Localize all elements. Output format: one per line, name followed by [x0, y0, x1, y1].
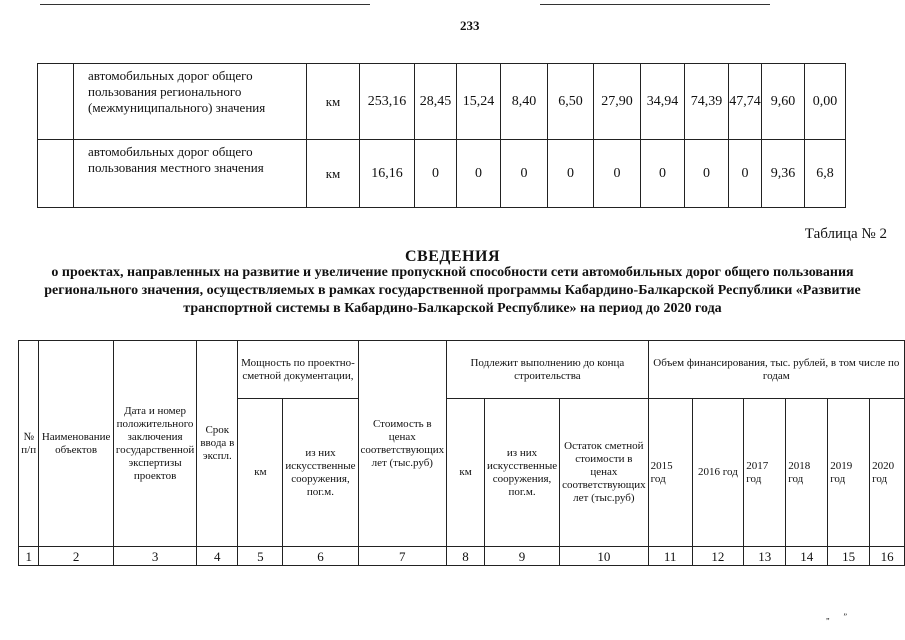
header-cost: Стоимость в ценах соответствующих лет (тыс.руб) — [358, 341, 447, 547]
value-cell: 6,50 — [548, 64, 594, 140]
header-year-2018: 2018 год — [786, 399, 828, 547]
scan-marks: „ ” — [826, 612, 854, 621]
road-length-table — [37, 63, 846, 208]
value-cell: 34,94 — [641, 64, 685, 140]
value-cell: 9,36 — [762, 140, 805, 208]
column-number: 3 — [113, 547, 196, 566]
value-cell: 16,16 — [360, 140, 415, 208]
value-cell: 0 — [415, 140, 457, 208]
header-completion: Подлежит выполнению до конца строительства — [447, 341, 649, 399]
header-capacity: Мощность по проектно-сметной документации, — [238, 341, 358, 399]
value-cell: 6,8 — [805, 140, 846, 208]
header-remaining: Остаток сметной стоимости в ценах соответствующих лет (тыс.руб) — [560, 399, 649, 547]
empty-cell — [38, 140, 74, 208]
projects-table — [18, 340, 905, 566]
header-num: № п/п — [19, 341, 39, 547]
column-number: 10 — [560, 547, 649, 566]
column-number: 5 — [238, 547, 283, 566]
column-number: 1 — [19, 547, 39, 566]
value-cell: 0 — [501, 140, 548, 208]
value-cell: 0 — [729, 140, 762, 208]
document-subtitle: о проектах, направленных на развитие и увеличение пропускной способности сети автомобильных дорог общего пользования регионального значения, осуществляемых в рамках государственной программы Кабардино-Балкарской Республики «Развитие транспортной системы в Кабардино-Балкарской Республике» на период до 2020 года — [44, 265, 861, 316]
page-number: 233 — [460, 18, 480, 33]
value-cell: 28,45 — [415, 64, 457, 140]
column-number: 2 — [39, 547, 113, 566]
header-term: Срок ввода в экспл. — [197, 341, 238, 547]
header-year-2019: 2019 год — [828, 399, 870, 547]
row-unit: км — [307, 140, 360, 208]
document-title: СВЕДЕНИЯ — [404, 248, 501, 265]
column-number: 11 — [648, 547, 692, 566]
value-cell: 0 — [594, 140, 641, 208]
value-cell: 0 — [548, 140, 594, 208]
column-number: 15 — [828, 547, 870, 566]
top-rule-right — [540, 4, 770, 5]
value-cell: 15,24 — [457, 64, 501, 140]
table-row — [38, 64, 846, 140]
table-row — [38, 140, 846, 208]
header-row — [19, 341, 905, 399]
value-cell: 0 — [457, 140, 501, 208]
column-number: 7 — [358, 547, 447, 566]
value-cell: 0 — [685, 140, 729, 208]
table-caption: Таблица № 2 — [804, 226, 887, 242]
column-number: 16 — [870, 547, 905, 566]
column-number: 9 — [485, 547, 560, 566]
empty-cell — [38, 64, 74, 140]
value-cell: 27,90 — [594, 64, 641, 140]
row-name: автомобильных дорог общего пользования местного значения — [74, 140, 307, 208]
value-cell: 8,40 — [501, 64, 548, 140]
column-number: 8 — [447, 547, 485, 566]
top-rule-left — [40, 4, 370, 5]
value-cell: 9,60 — [762, 64, 805, 140]
column-number: 13 — [744, 547, 786, 566]
column-number: 14 — [786, 547, 828, 566]
header-financing: Объем финансирования, тыс. рублей, в том числе по годам — [648, 341, 904, 399]
value-cell: 0,00 — [805, 64, 846, 140]
value-cell: 253,16 — [360, 64, 415, 140]
column-number: 6 — [283, 547, 358, 566]
header-comp-km: км — [447, 399, 485, 547]
column-number: 12 — [692, 547, 744, 566]
header-year-2016: 2016 год — [692, 399, 744, 547]
column-number: 4 — [197, 547, 238, 566]
header-expertise: Дата и номер положительного заключения государственной экспертизы проектов — [113, 341, 196, 547]
header-year-2020: 2020 год — [870, 399, 905, 547]
row-unit: км — [307, 64, 360, 140]
header-cap-km: км — [238, 399, 283, 547]
header-name: Наименование объектов — [39, 341, 113, 547]
header-year-2017: 2017 год — [744, 399, 786, 547]
value-cell: 47,74 — [729, 64, 762, 140]
row-name: автомобильных дорог общего пользования регионального (межмуниципального) значения — [74, 64, 307, 140]
header-cap-art: из них искусственные сооружения, пог.м. — [283, 399, 358, 547]
column-number-row — [19, 547, 905, 566]
header-year-2015: 2015 год — [648, 399, 692, 547]
header-comp-art: из них искусственные сооружения, пог.м. — [485, 399, 560, 547]
value-cell: 74,39 — [685, 64, 729, 140]
value-cell: 0 — [641, 140, 685, 208]
